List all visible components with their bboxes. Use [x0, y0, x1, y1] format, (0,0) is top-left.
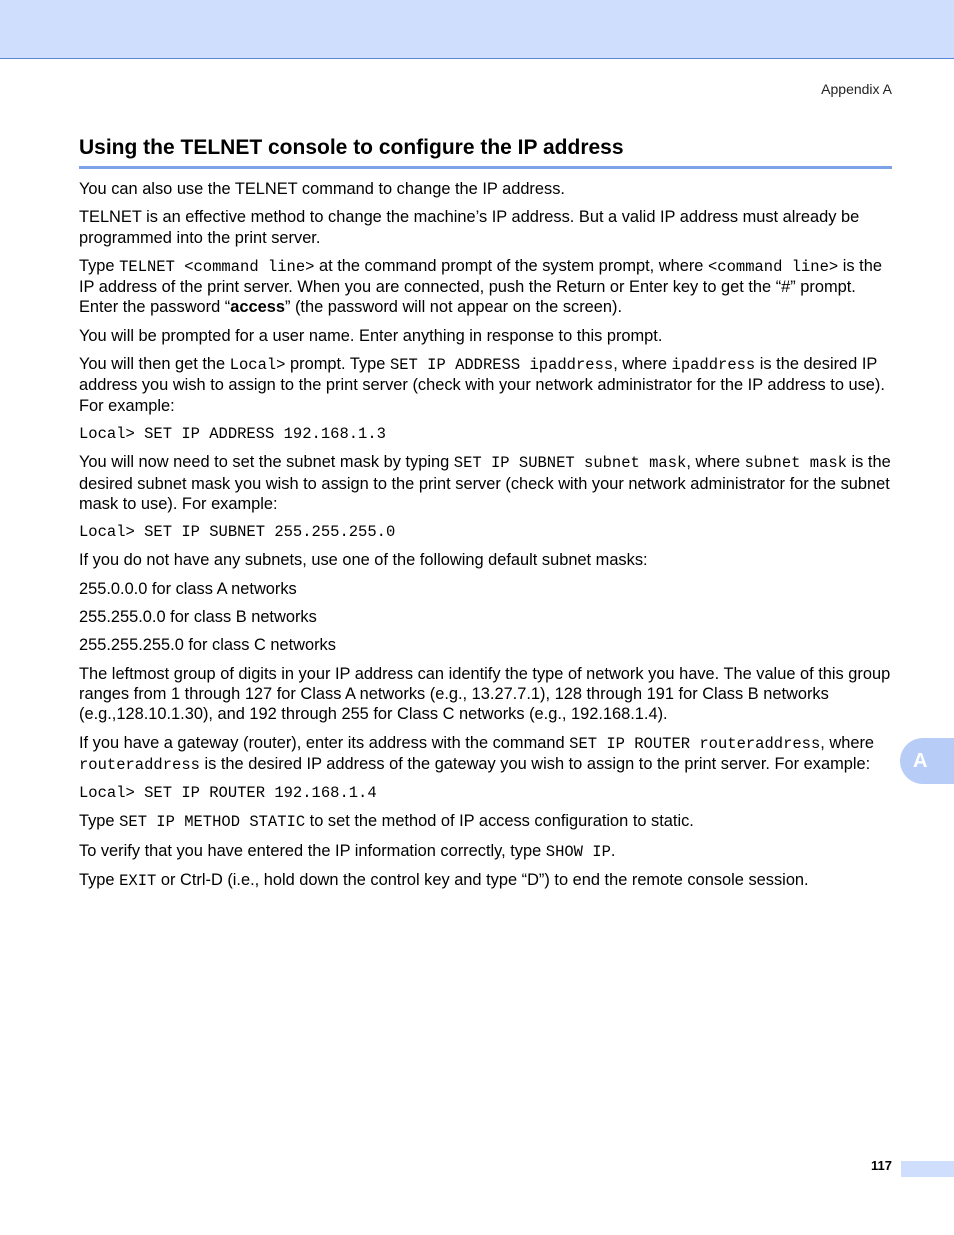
inline-code: TELNET <command line>: [119, 257, 315, 276]
inline-code: EXIT: [119, 872, 157, 891]
subnet-class-b: 255.255.0.0 for class B networks: [79, 608, 317, 627]
inline-code: SET IP METHOD STATIC: [119, 813, 306, 832]
paragraph-3: Type TELNET <command line> at the command prompt of the system prompt, where <command line> is the IP address of the print server. When you are connected, push the Return or Enter key to get the “#” prompt. Enter the password “access” (the password will not appear on the screen).: [79, 256, 882, 317]
inline-code: SHOW IP: [545, 842, 611, 861]
code-example-router: Local> SET IP ROUTER 192.168.1.4: [79, 784, 377, 803]
subnet-class-a: 255.0.0.0 for class A networks: [79, 579, 297, 598]
paragraph-5: You will then get the Local> prompt. Type SET IP ADDRESS ipaddress, where ipaddress is the desired IP address you wish to assign to the print server (check with your network administrator for the IP address to use). For example:: [79, 355, 885, 415]
paragraph-12: If you have a gateway (router), enter its address with the command SET IP ROUTER routeraddress, where routeraddress is the desired IP address of the gateway you wish to assign to the print server. For example:: [79, 733, 875, 774]
password-text: access: [230, 298, 285, 317]
inline-code: routeraddress: [79, 755, 200, 774]
inline-code: <command line>: [707, 257, 839, 276]
running-head: Appendix A: [821, 81, 892, 97]
header-band: [0, 0, 954, 59]
inline-code: SET IP SUBNET subnet mask: [453, 454, 687, 473]
page-content: [79, 133, 892, 899]
appendix-tab: A: [900, 738, 954, 784]
section-title: Using the TELNET console to configure the IP address: [79, 133, 892, 169]
page-number-bar: [901, 1161, 954, 1177]
paragraph-1: You can also use the TELNET command to change the IP address.: [79, 180, 565, 198]
paragraph-7: If you do not have any subnets, use one of the following default subnet masks:: [79, 551, 648, 570]
code-example-address: Local> SET IP ADDRESS 192.168.1.3: [79, 424, 386, 443]
paragraph-14: To verify that you have entered the IP information correctly, type SHOW IP.: [79, 841, 616, 861]
paragraph-11: The leftmost group of digits in your IP address can identify the type of network you have. The value of this group ranges from 1 through 127 for Class A networks (e.g., 13.27.7.1), 128 through 191 for Class B networks (e.g.,128.10.1.30), and 192 through 255 for Class C networks (e.g., 192.168.1.4).: [79, 664, 891, 724]
inline-code: SET IP ADDRESS ipaddress: [389, 356, 614, 375]
inline-code: subnet mask: [744, 454, 847, 473]
paragraph-4: You will be prompted for a user name. Enter anything in response to this prompt.: [79, 326, 663, 345]
inline-code: Local>: [229, 356, 286, 375]
inline-code: SET IP ROUTER routeraddress: [569, 734, 821, 753]
page-number: 117: [871, 1158, 892, 1173]
code-example-subnet: Local> SET IP SUBNET 255.255.255.0: [79, 523, 396, 542]
paragraph-2: TELNET is an effective method to change the machine’s IP address. But a valid IP address must already be programmed into the print server.: [79, 208, 860, 247]
paragraph-6: You will now need to set the subnet mask by typing SET IP SUBNET subnet mask, where subnet mask is the desired subnet mask you wish to assign to the print server (check with your network administrator for the subnet mask to use). For example:: [79, 453, 891, 513]
subnet-class-c: 255.255.255.0 for class C networks: [79, 636, 336, 655]
paragraph-13: Type SET IP METHOD STATIC to set the method of IP access configuration to static.: [79, 812, 694, 832]
inline-code: ipaddress: [671, 356, 756, 375]
paragraph-15: Type EXIT or Ctrl-D (i.e., hold down the control key and type “D”) to end the remote console session.: [79, 871, 809, 891]
